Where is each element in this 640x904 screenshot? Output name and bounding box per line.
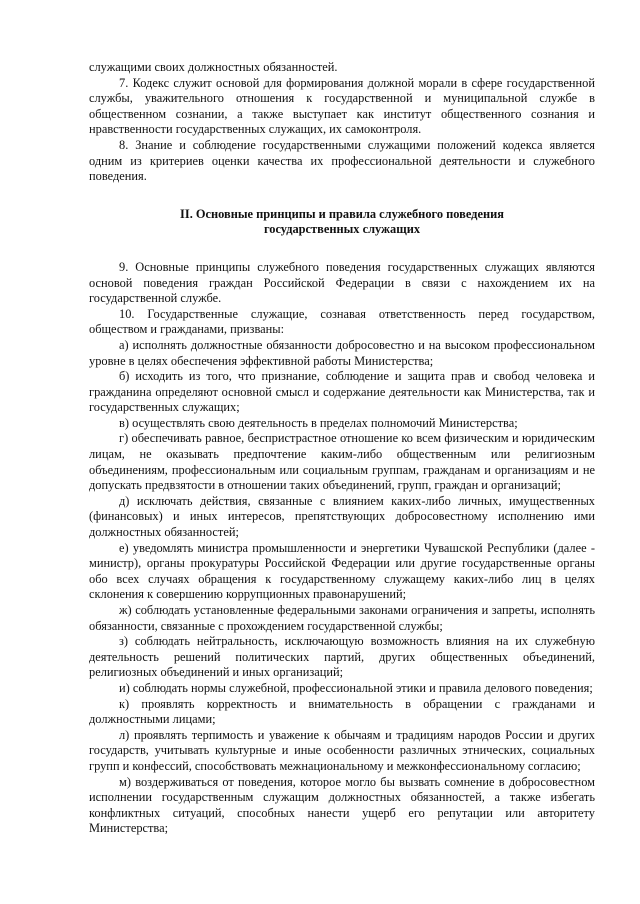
paragraph-8: 8. Знание и соблюдение государственными служащими положений кодекса является одним из критериев оценки качества их профессиональной деятельности и служебного поведения. bbox=[89, 137, 595, 184]
list-item-k: к) проявлять корректность и внимательность в обращении с гражданами и должностными лицами; bbox=[89, 696, 595, 727]
section-heading-line-1: II. Основные принципы и правила служебного поведения bbox=[180, 206, 504, 221]
list-item-e: е) уведомлять министра промышленности и энергетики Чувашской Республики (далее - министр), органы прокуратуры Российской Федерации или другие государственные органы обо всех случаях обращения к государственному служащему каких-либо лиц в целях склонения к совершению коррупционных правонарушений; bbox=[89, 540, 595, 602]
list-item-zh: ж) соблюдать установленные федеральными законами ограничения и запреты, исполнять обязанности, связанные с прохождением государственной службы; bbox=[89, 603, 595, 633]
list-item-m: м) воздерживаться от поведения, которое могло бы вызвать сомнение в добросовестном исполнении государственным служащим должностных обязанностей, а также избегать конфликтных ситуаций, способных нанести ущерб его репутации или авторитету Министерства; bbox=[89, 774, 595, 836]
list-item-g: г) обеспечивать равное, беспристрастное отношение ко всем физическим и юридическим лицам, не оказывать предпочтение каким-либо общественным или религиозным объединениям, профессиональным или социальным группам, гражданам и организациям и не допускать предвзятости в отношении таких объединений, групп, граждан и организаций; bbox=[89, 431, 595, 493]
section-heading bbox=[89, 207, 595, 238]
list-item-v: в) осуществлять свою деятельность в пределах полномочий Министерства; bbox=[119, 415, 518, 430]
paragraph-6-end: служащими своих должностных обязанностей. bbox=[89, 60, 338, 74]
paragraph-10: 10. Государственные служащие, сознавая ответственность перед государством, обществом и гражданами, призваны: bbox=[89, 306, 595, 337]
paragraph-7: 7. Кодекс служит основой для формирования должной морали в сфере государственной службы, уважительного отношения к государственной и муниципальной службе в общественном сознании, а также выступает как институт общественного сознания и нравственности государственных служащих, их самоконтроля. bbox=[89, 75, 595, 137]
list-item-z: з) соблюдать нейтральность, исключающую возможность влияния на их служебную деятельность решений политических партий, других общественных объединений, религиозных объединений и иных организаций; bbox=[89, 634, 595, 680]
list-item-d: д) исключать действия, связанные с влиянием каких-либо личных, имущественных (финансовых) и иных интересов, препятствующих добросовестному исполнению ими должностных обязанностей; bbox=[89, 493, 595, 540]
list-item-a: а) исполнять должностные обязанности добросовестно и на высоком профессиональном уровне в целях обеспечения эффективной работы Министерства; bbox=[89, 337, 595, 368]
list-item-i: и) соблюдать нормы служебной, профессиональной этики и правила делового поведения; bbox=[119, 680, 593, 695]
document-body bbox=[89, 60, 595, 837]
list-item-b: б) исходить из того, что признание, соблюдение и защита прав и свобод человека и гражданина определяют основной смысл и содержание деятельности как Министерства, так и государственных служащих; bbox=[89, 369, 595, 415]
section-heading-line-2: государственных служащих bbox=[263, 222, 421, 237]
paragraph-9: 9. Основные принципы служебного поведения государственных служащих являются основой поведения граждан Российской Федерации в связи с нахождением их на государственной службе. bbox=[89, 259, 595, 306]
list-item-l: л) проявлять терпимость и уважение к обычаям и традициям народов России и других государств, учитывать культурные и иные особенности различных этнических, социальных групп и конфессий, способствовать межнациональному и межконфессиональному согласию; bbox=[89, 727, 595, 773]
